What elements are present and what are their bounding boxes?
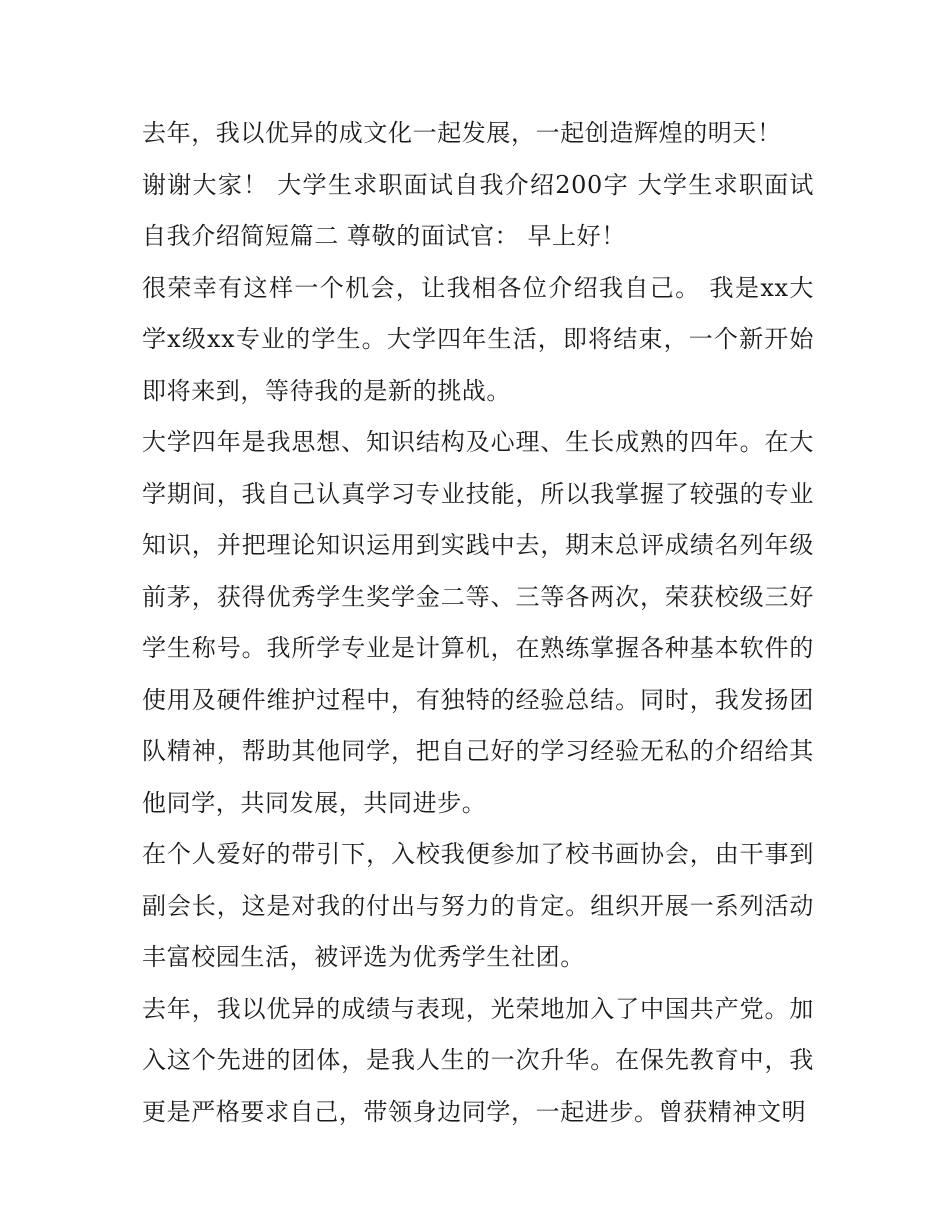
document-body (142, 108, 814, 1138)
paragraph-introduction: 很荣幸有这样一个机会，让我相各位介绍我自己。 我是xx大学x级xx专业的学生。大学四年生活，即将结束，一个新开始即将来到，等待我的是新的挑战。 (142, 273, 814, 405)
paragraph-university-study: 大学四年是我思想、知识结构及心理、生长成熟的四年。在大学期间，我自己认真学习专业技能，所以我掌握了较强的专业知识，并把理论知识运用到实践中去，期末总评成绩名列年级前茅，获得优秀学生奖学金二等、三等各两次，荣获校级三好学生称号。我所学专业是计算机，在熟练掌握各种基本软件的使用及硬件维护过程中，有独特的经验总结。同时，我发扬团队精神，帮助其他同学，把自己好的学习经验无私的介绍给其他同学，共同发展，共同进步。 (142, 428, 814, 817)
paragraph-thanks-and-heading: 谢谢大家！ 大学生求职面试自我介绍200字 大学生求职面试自我介绍简短篇二 尊敬的面试官： 早上好！ (142, 170, 814, 250)
paragraph-party-membership: 去年，我以优异的成绩与表现，光荣地加入了中国共产党。加入这个先进的团体，是我人生的一次升华。在保先教育中，我更是严格要求自己，带领身边同学，一起进步。曾获精神文明 (142, 994, 814, 1126)
paragraph-hobbies-association: 在个人爱好的带引下，入校我便参加了校书画协会，由干事到副会长，这是对我的付出与努力的肯定。组织开展一系列活动丰富校园生活，被评选为优秀学生社团。 (142, 840, 814, 971)
paragraph-closing-line: 去年，我以优异的成文化一起发展，一起创造辉煌的明天！ (142, 119, 782, 147)
